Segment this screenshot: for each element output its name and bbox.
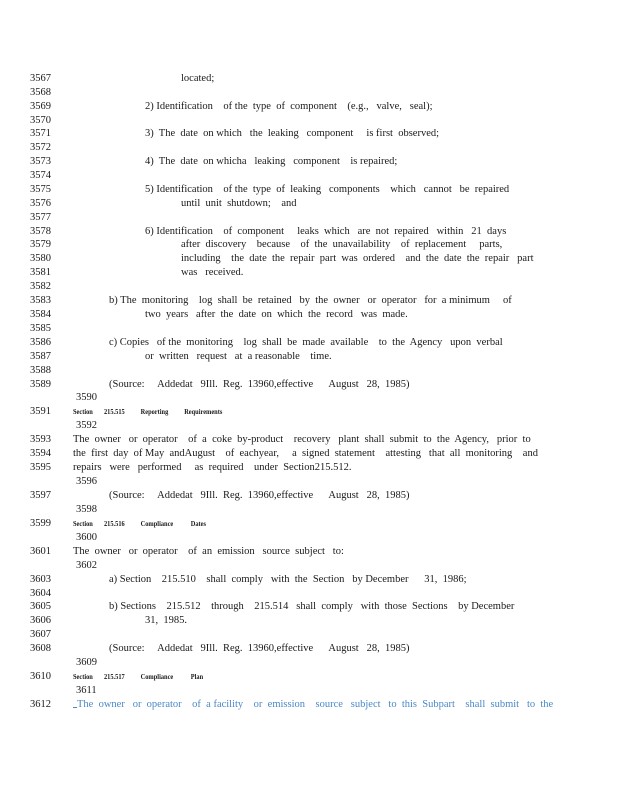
insertion-marker bbox=[73, 707, 77, 708]
line-number: 3602 bbox=[76, 560, 97, 571]
line-number: 3586 bbox=[30, 337, 51, 348]
text-line: or written request at a reasonable time. bbox=[145, 351, 332, 362]
text-line: after discovery because of the unavailability of replacement parts, bbox=[181, 239, 503, 250]
source-note: (Source: Addedat 9Ill. Reg. 13960,effective August 28, 1985) bbox=[109, 490, 410, 501]
line-number: 3587 bbox=[30, 351, 51, 362]
section-heading: Section 215.515 Reporting Requirements bbox=[73, 407, 223, 416]
text-line: including the date the repair part was ordered and the date the repair part bbox=[181, 253, 534, 264]
line-number: 3584 bbox=[30, 309, 51, 320]
text-line: c) Copies of the monitoring log shall be made available to the Agency upon verbal bbox=[109, 337, 503, 348]
section-heading: Section 215.517 Compliance Plan bbox=[73, 672, 204, 681]
text-line: 3) The date on which the leaking component is first observed; bbox=[145, 128, 440, 139]
line-number: 3595 bbox=[30, 462, 51, 473]
text-line: the first day of May andAugust of eachyear, a signed statement attesting that all monitoring and bbox=[73, 448, 538, 459]
text-line: 31, 1985. bbox=[145, 615, 187, 626]
line-number: 3608 bbox=[30, 643, 51, 654]
line-number: 3610 bbox=[30, 671, 51, 682]
line-number: 3577 bbox=[30, 212, 51, 223]
text-line: The owner or operator of an emission source subject to: bbox=[73, 546, 344, 557]
line-number: 3605 bbox=[30, 601, 51, 612]
line-number: 3571 bbox=[30, 128, 51, 139]
line-number: 3593 bbox=[30, 434, 51, 445]
line-number: 3591 bbox=[30, 406, 51, 417]
line-number: 3596 bbox=[76, 476, 97, 487]
line-number: 3581 bbox=[30, 267, 51, 278]
line-number: 3604 bbox=[30, 588, 51, 599]
text-line: The owner or operator of a coke by-product recovery plant shall submit to the Agency, prior to bbox=[73, 434, 531, 445]
line-number: 3569 bbox=[30, 101, 51, 112]
text-line: b) Sections 215.512 through 215.514 shall comply with those Sections by December bbox=[109, 601, 515, 612]
line-number: 3609 bbox=[76, 657, 97, 668]
text-line: located; bbox=[181, 73, 215, 84]
line-number: 3583 bbox=[30, 295, 51, 306]
text-line: a) Section 215.510 shall comply with the Section by December 31, 1986; bbox=[109, 574, 467, 585]
source-note: (Source: Addedat 9Ill. Reg. 13960,effective August 28, 1985) bbox=[109, 643, 410, 654]
line-number: 3607 bbox=[30, 629, 51, 640]
line-number: 3590 bbox=[76, 392, 97, 403]
line-number: 3582 bbox=[30, 281, 51, 292]
line-number: 3572 bbox=[30, 142, 51, 153]
line-number: 3599 bbox=[30, 518, 51, 529]
text-line: 2) Identification of the type of component (e.g., valve, seal); bbox=[145, 101, 433, 112]
text-line: until unit shutdown; and bbox=[181, 198, 297, 209]
line-number: 3601 bbox=[30, 546, 51, 557]
source-note: (Source: Addedat 9Ill. Reg. 13960,effective August 28, 1985) bbox=[109, 379, 410, 390]
line-number: 3606 bbox=[30, 615, 51, 626]
line-number: 3597 bbox=[30, 490, 51, 501]
line-number: 3575 bbox=[30, 184, 51, 195]
line-number: 3573 bbox=[30, 156, 51, 167]
line-number: 3585 bbox=[30, 323, 51, 334]
line-number: 3603 bbox=[30, 574, 51, 585]
section-heading: Section 215.516 Compliance Dates bbox=[73, 519, 206, 528]
text-line: 6) Identification of component leaks which are not repaired within 21 days bbox=[145, 226, 507, 237]
text-line: repairs were performed as required under Section215.512. bbox=[73, 462, 352, 473]
text-line: two years after the date on which the record was made. bbox=[145, 309, 408, 320]
line-number: 3576 bbox=[30, 198, 51, 209]
line-number: 3578 bbox=[30, 226, 51, 237]
line-number: 3574 bbox=[30, 170, 51, 181]
line-number: 3612 bbox=[30, 699, 51, 710]
line-number: 3588 bbox=[30, 365, 51, 376]
line-number: 3570 bbox=[30, 115, 51, 126]
line-number: 3600 bbox=[76, 532, 97, 543]
line-number: 3568 bbox=[30, 87, 51, 98]
text-line: 4) The date on whicha leaking component is repaired; bbox=[145, 156, 398, 167]
text-line: 5) Identification of the type of leaking components which cannot be repaired bbox=[145, 184, 510, 195]
line-number: 3580 bbox=[30, 253, 51, 264]
line-number: 3592 bbox=[76, 420, 97, 431]
line-number: 3594 bbox=[30, 448, 51, 459]
line-number: 3567 bbox=[30, 73, 51, 84]
text-line: b) The monitoring log shall be retained by the owner or operator for a minimum of bbox=[109, 295, 512, 306]
line-number: 3598 bbox=[76, 504, 97, 515]
line-number: 3589 bbox=[30, 379, 51, 390]
line-number: 3611 bbox=[76, 685, 97, 696]
text-line-inserted: The owner or operator of a facility or emission source subject to this Subpart shall submit to the bbox=[77, 699, 554, 710]
text-line: was received. bbox=[181, 267, 244, 278]
line-number: 3579 bbox=[30, 239, 51, 250]
